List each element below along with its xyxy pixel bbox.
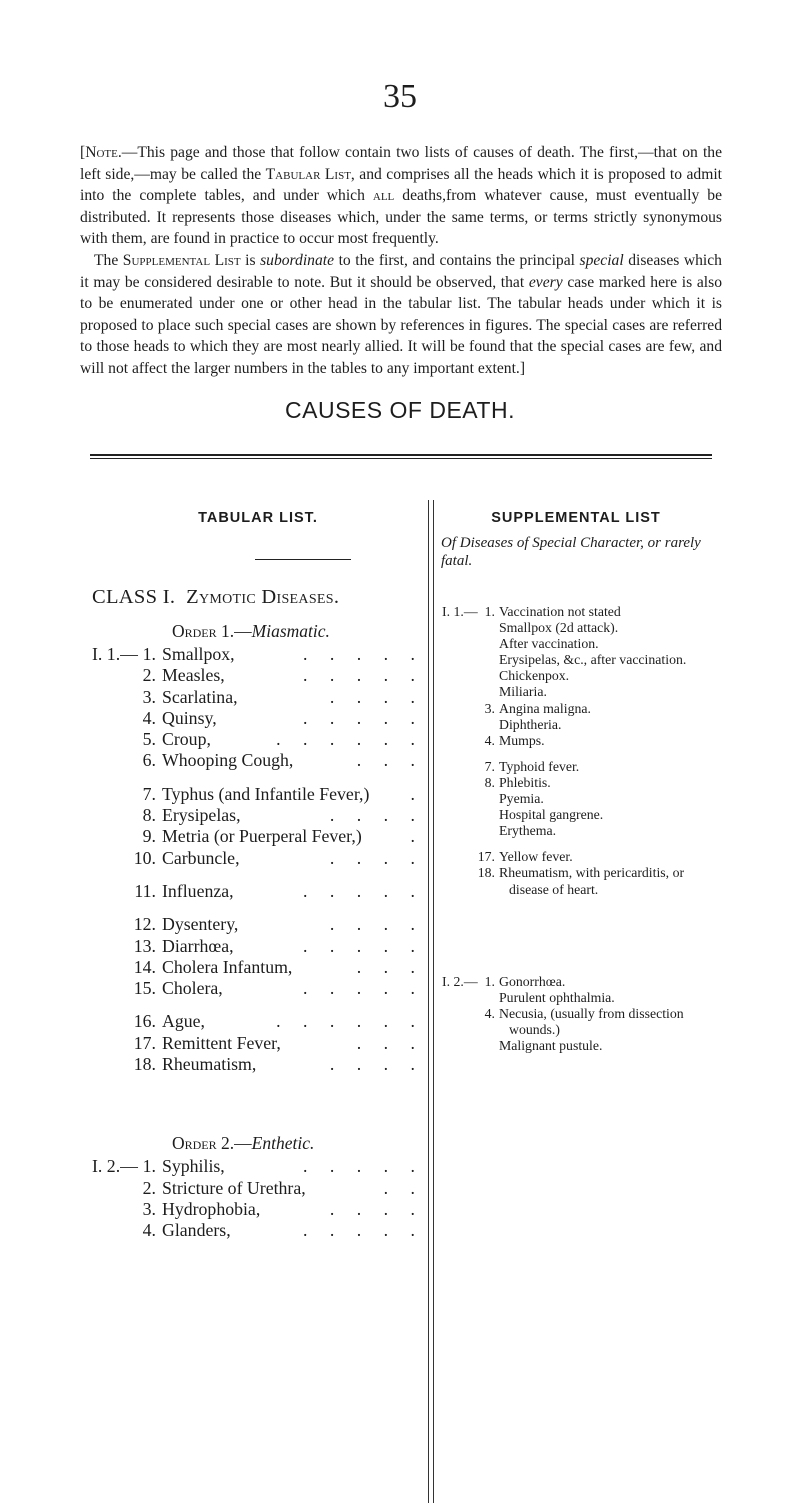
- cause-row: [92, 665, 424, 686]
- row-number: 17.: [477, 849, 495, 865]
- cause-row: [92, 644, 424, 665]
- leader-dots: . . . . .: [302, 1156, 424, 1177]
- cause-row: [92, 1220, 424, 1241]
- cause-row: [92, 881, 424, 902]
- leader-dots: . . . .: [329, 805, 424, 826]
- cause-name: Rheumatism,: [162, 1054, 257, 1075]
- title-rule-thick: [90, 454, 712, 456]
- leader-dots: . . . . .: [302, 978, 424, 999]
- special-disease-name: Miliaria.: [499, 684, 547, 700]
- short-rule: [255, 559, 351, 560]
- cause-name: Stricture of Urethra,: [162, 1177, 306, 1198]
- special-disease-row: [441, 865, 711, 897]
- page-number: 35: [383, 78, 417, 115]
- row-number: 7.: [484, 758, 495, 774]
- special-disease-row: [441, 849, 711, 865]
- special-disease-name: Diphtheria.: [499, 716, 562, 732]
- row-number: 13.: [133, 935, 156, 956]
- leader-dots: . . . . . .: [276, 729, 424, 750]
- cause-row: [92, 784, 424, 805]
- cause-name: Typhus (and Infantile Fever,): [162, 783, 370, 804]
- leader-dots: .: [410, 783, 424, 804]
- row-number: 18.: [477, 865, 495, 881]
- row-number: 5.: [142, 729, 156, 750]
- column-divider: [433, 500, 434, 1503]
- tabular-list-heading: TABULAR LIST.: [198, 510, 318, 526]
- cause-name: Carbuncle,: [162, 847, 240, 868]
- cause-row: [92, 805, 424, 826]
- cause-row: [92, 729, 424, 750]
- leader-dots: . . . . .: [302, 707, 424, 728]
- cause-name: Hydrophobia,: [162, 1198, 261, 1219]
- supplemental-order-1-list: [441, 604, 711, 898]
- row-number: 4.: [484, 732, 495, 748]
- row-number: 9.: [142, 826, 156, 847]
- cause-row: [92, 1054, 424, 1075]
- leader-dots: . . .: [356, 956, 424, 977]
- special-disease-name: Phlebitis.: [499, 774, 551, 790]
- leader-dots: . . . .: [329, 1054, 424, 1075]
- special-disease-name: Chickenpox.: [499, 668, 570, 684]
- special-disease-row: [441, 974, 711, 1006]
- special-disease-row: [441, 604, 711, 701]
- row-number: 16.: [133, 1011, 156, 1032]
- title-rule-thin: [90, 458, 712, 459]
- row-number: 18.: [133, 1054, 156, 1075]
- row-number: 3.: [142, 686, 156, 707]
- cause-row: [92, 1156, 424, 1177]
- cause-name: Metria (or Puerperal Fever,): [162, 826, 362, 847]
- cause-row: [92, 978, 424, 999]
- cause-name: Erysipelas,: [162, 805, 241, 826]
- cause-name: Remittent Fever,: [162, 1032, 281, 1053]
- special-disease-name: Smallpox (2d attack).: [499, 620, 619, 636]
- special-disease-name: Purulent ophthalmia.: [499, 989, 615, 1005]
- row-number: 4.: [142, 1220, 156, 1241]
- cause-name: Dysentery,: [162, 914, 239, 935]
- special-disease-name: Yellow fever.: [499, 849, 573, 865]
- leader-dots: . . . .: [329, 1198, 424, 1219]
- order-1-heading: Order 1.—Miasmatic.: [172, 621, 330, 641]
- row-number: 10.: [133, 847, 156, 868]
- special-disease-name: Vaccination not stated: [499, 604, 621, 619]
- leader-dots: . . . . .: [302, 880, 424, 901]
- special-disease-name: Malignant pustule.: [499, 1037, 603, 1053]
- leader-dots: . . .: [356, 750, 424, 771]
- row-prefix: I. 2.—: [442, 973, 478, 989]
- row-number: 8.: [142, 805, 156, 826]
- row-number: 1.: [142, 1156, 156, 1177]
- cause-name: Cholera Infantum,: [162, 956, 293, 977]
- row-number: 3.: [484, 700, 495, 716]
- row-number: 2.: [142, 1177, 156, 1198]
- editorial-note: [80, 142, 722, 380]
- row-number: 1.: [142, 644, 156, 664]
- note-paragraph-2: The Supplemental List is subordinate to the first, and contains the principal special diseases which it may be considered desirable to note. But it should be observed, that every case marked here is also to be enumerated under one or other head in the tabular list. The tabular heads under which it is proposed to place such special cases are shown by references in figures. The special cases are referred to those heads to which they are most nearly allied. It will be found that the special cases are few, and will not affect the larger numbers in the tables to any important extent.]: [80, 251, 722, 377]
- special-disease-name: Pyemia.: [499, 791, 544, 807]
- special-disease-name: Mumps.: [499, 732, 545, 748]
- cause-name: Measles,: [162, 665, 225, 686]
- special-disease-name: Necusia, (usually from dissection wounds.): [499, 1005, 684, 1037]
- supplemental-subtitle: Of Diseases of Special Character, or rarely fatal.: [441, 535, 701, 569]
- row-number: 3.: [142, 1198, 156, 1219]
- leader-dots: . . . . .: [302, 644, 424, 664]
- cause-row: [92, 826, 424, 847]
- cause-name: Influenza,: [162, 880, 234, 901]
- leader-dots: . .: [383, 1177, 424, 1198]
- note-paragraph-1: [Note.—This page and those that follow contain two lists of causes of death. The first,—that on the left side,—may be called the Tabular List, and comprises all the heads which it is proposed to admit into the complete tables, and under which all deaths,from whatever cause, must eventually be distributed. It represents those diseases which, under the same terms, or terms strictly synonymous with them, are found in practice to occur most frequently.: [80, 144, 722, 248]
- row-number: 6.: [142, 750, 156, 771]
- row-number: 15.: [133, 978, 156, 999]
- special-disease-name: Gonorrhœa.: [499, 973, 566, 989]
- row-prefix: I. 1.—: [442, 604, 478, 619]
- special-disease-name: Rheumatism, with pericarditis, or disease of heart.: [499, 865, 685, 897]
- special-disease-name: Angina maligna.: [499, 700, 591, 716]
- cause-row: [92, 936, 424, 957]
- leader-dots: . . . . .: [302, 1220, 424, 1241]
- row-prefix: I. 2.—: [92, 1156, 138, 1177]
- cause-name: Glanders,: [162, 1220, 231, 1241]
- special-disease-row: [441, 701, 711, 733]
- order-1-list: [92, 644, 424, 1075]
- leader-dots: . . . .: [329, 914, 424, 935]
- row-number: 1.: [484, 973, 495, 989]
- cause-name: Quinsy,: [162, 707, 217, 728]
- cause-row: [92, 750, 424, 771]
- order-2-list: [92, 1156, 424, 1241]
- leader-dots: . . .: [356, 1032, 424, 1053]
- cause-row: [92, 957, 424, 978]
- cause-name: Ague,: [162, 1011, 205, 1032]
- row-number: 2.: [142, 665, 156, 686]
- special-disease-row: [441, 733, 711, 749]
- cause-name: Smallpox,: [162, 644, 235, 664]
- row-number: 12.: [133, 914, 156, 935]
- cause-name: Croup,: [162, 729, 211, 750]
- row-prefix: I. 1.—: [92, 644, 138, 664]
- tabular-list: [92, 510, 424, 1242]
- supplemental-list: [441, 510, 711, 1054]
- cause-name: Scarlatina,: [162, 686, 238, 707]
- cause-row: [92, 687, 424, 708]
- special-disease-row: [441, 775, 711, 839]
- cause-row: [92, 1011, 424, 1032]
- special-disease-name: Hospital gangrene.: [499, 807, 604, 823]
- cause-name: Cholera,: [162, 978, 223, 999]
- leader-dots: . . . . .: [302, 665, 424, 686]
- leader-dots: . . . . .: [302, 935, 424, 956]
- class-heading: CLASS I. Zymotic Diseases.: [92, 586, 340, 608]
- leader-dots: .: [410, 826, 424, 847]
- cause-name: Syphilis,: [162, 1156, 225, 1177]
- supplemental-list-heading: SUPPLEMENTAL LIST: [491, 510, 661, 526]
- cause-row: [92, 1178, 424, 1199]
- leader-dots: . . . . . .: [276, 1011, 424, 1032]
- row-number: 7.: [142, 783, 156, 804]
- column-divider: [428, 500, 429, 1503]
- row-number: 14.: [133, 956, 156, 977]
- special-disease-name: Typhoid fever.: [499, 758, 580, 774]
- cause-row: [92, 914, 424, 935]
- order-2-heading: Order 2.—Enthetic.: [172, 1133, 315, 1154]
- cause-row: [92, 1199, 424, 1220]
- row-number: 17.: [133, 1032, 156, 1053]
- row-number: 1.: [484, 604, 495, 619]
- special-disease-name: Erysipelas, &c., after vaccination.: [499, 652, 687, 668]
- row-number: 11.: [134, 880, 156, 901]
- cause-row: [92, 1033, 424, 1054]
- row-number: 8.: [484, 774, 495, 790]
- leader-dots: . . . .: [329, 686, 424, 707]
- cause-name: Diarrhœa,: [162, 935, 234, 956]
- row-number: 4.: [142, 707, 156, 728]
- supplemental-order-2-list: [441, 974, 711, 1054]
- special-disease-name: After vaccination.: [499, 636, 599, 652]
- cause-row: [92, 848, 424, 869]
- row-number: 4.: [484, 1005, 495, 1021]
- special-disease-row: [441, 759, 711, 775]
- page-title: CAUSES OF DEATH.: [285, 397, 515, 423]
- special-disease-row: [441, 1006, 711, 1054]
- special-disease-name: Erythema.: [499, 823, 557, 839]
- cause-name: Whooping Cough,: [162, 750, 294, 771]
- cause-row: [92, 708, 424, 729]
- leader-dots: . . . .: [329, 847, 424, 868]
